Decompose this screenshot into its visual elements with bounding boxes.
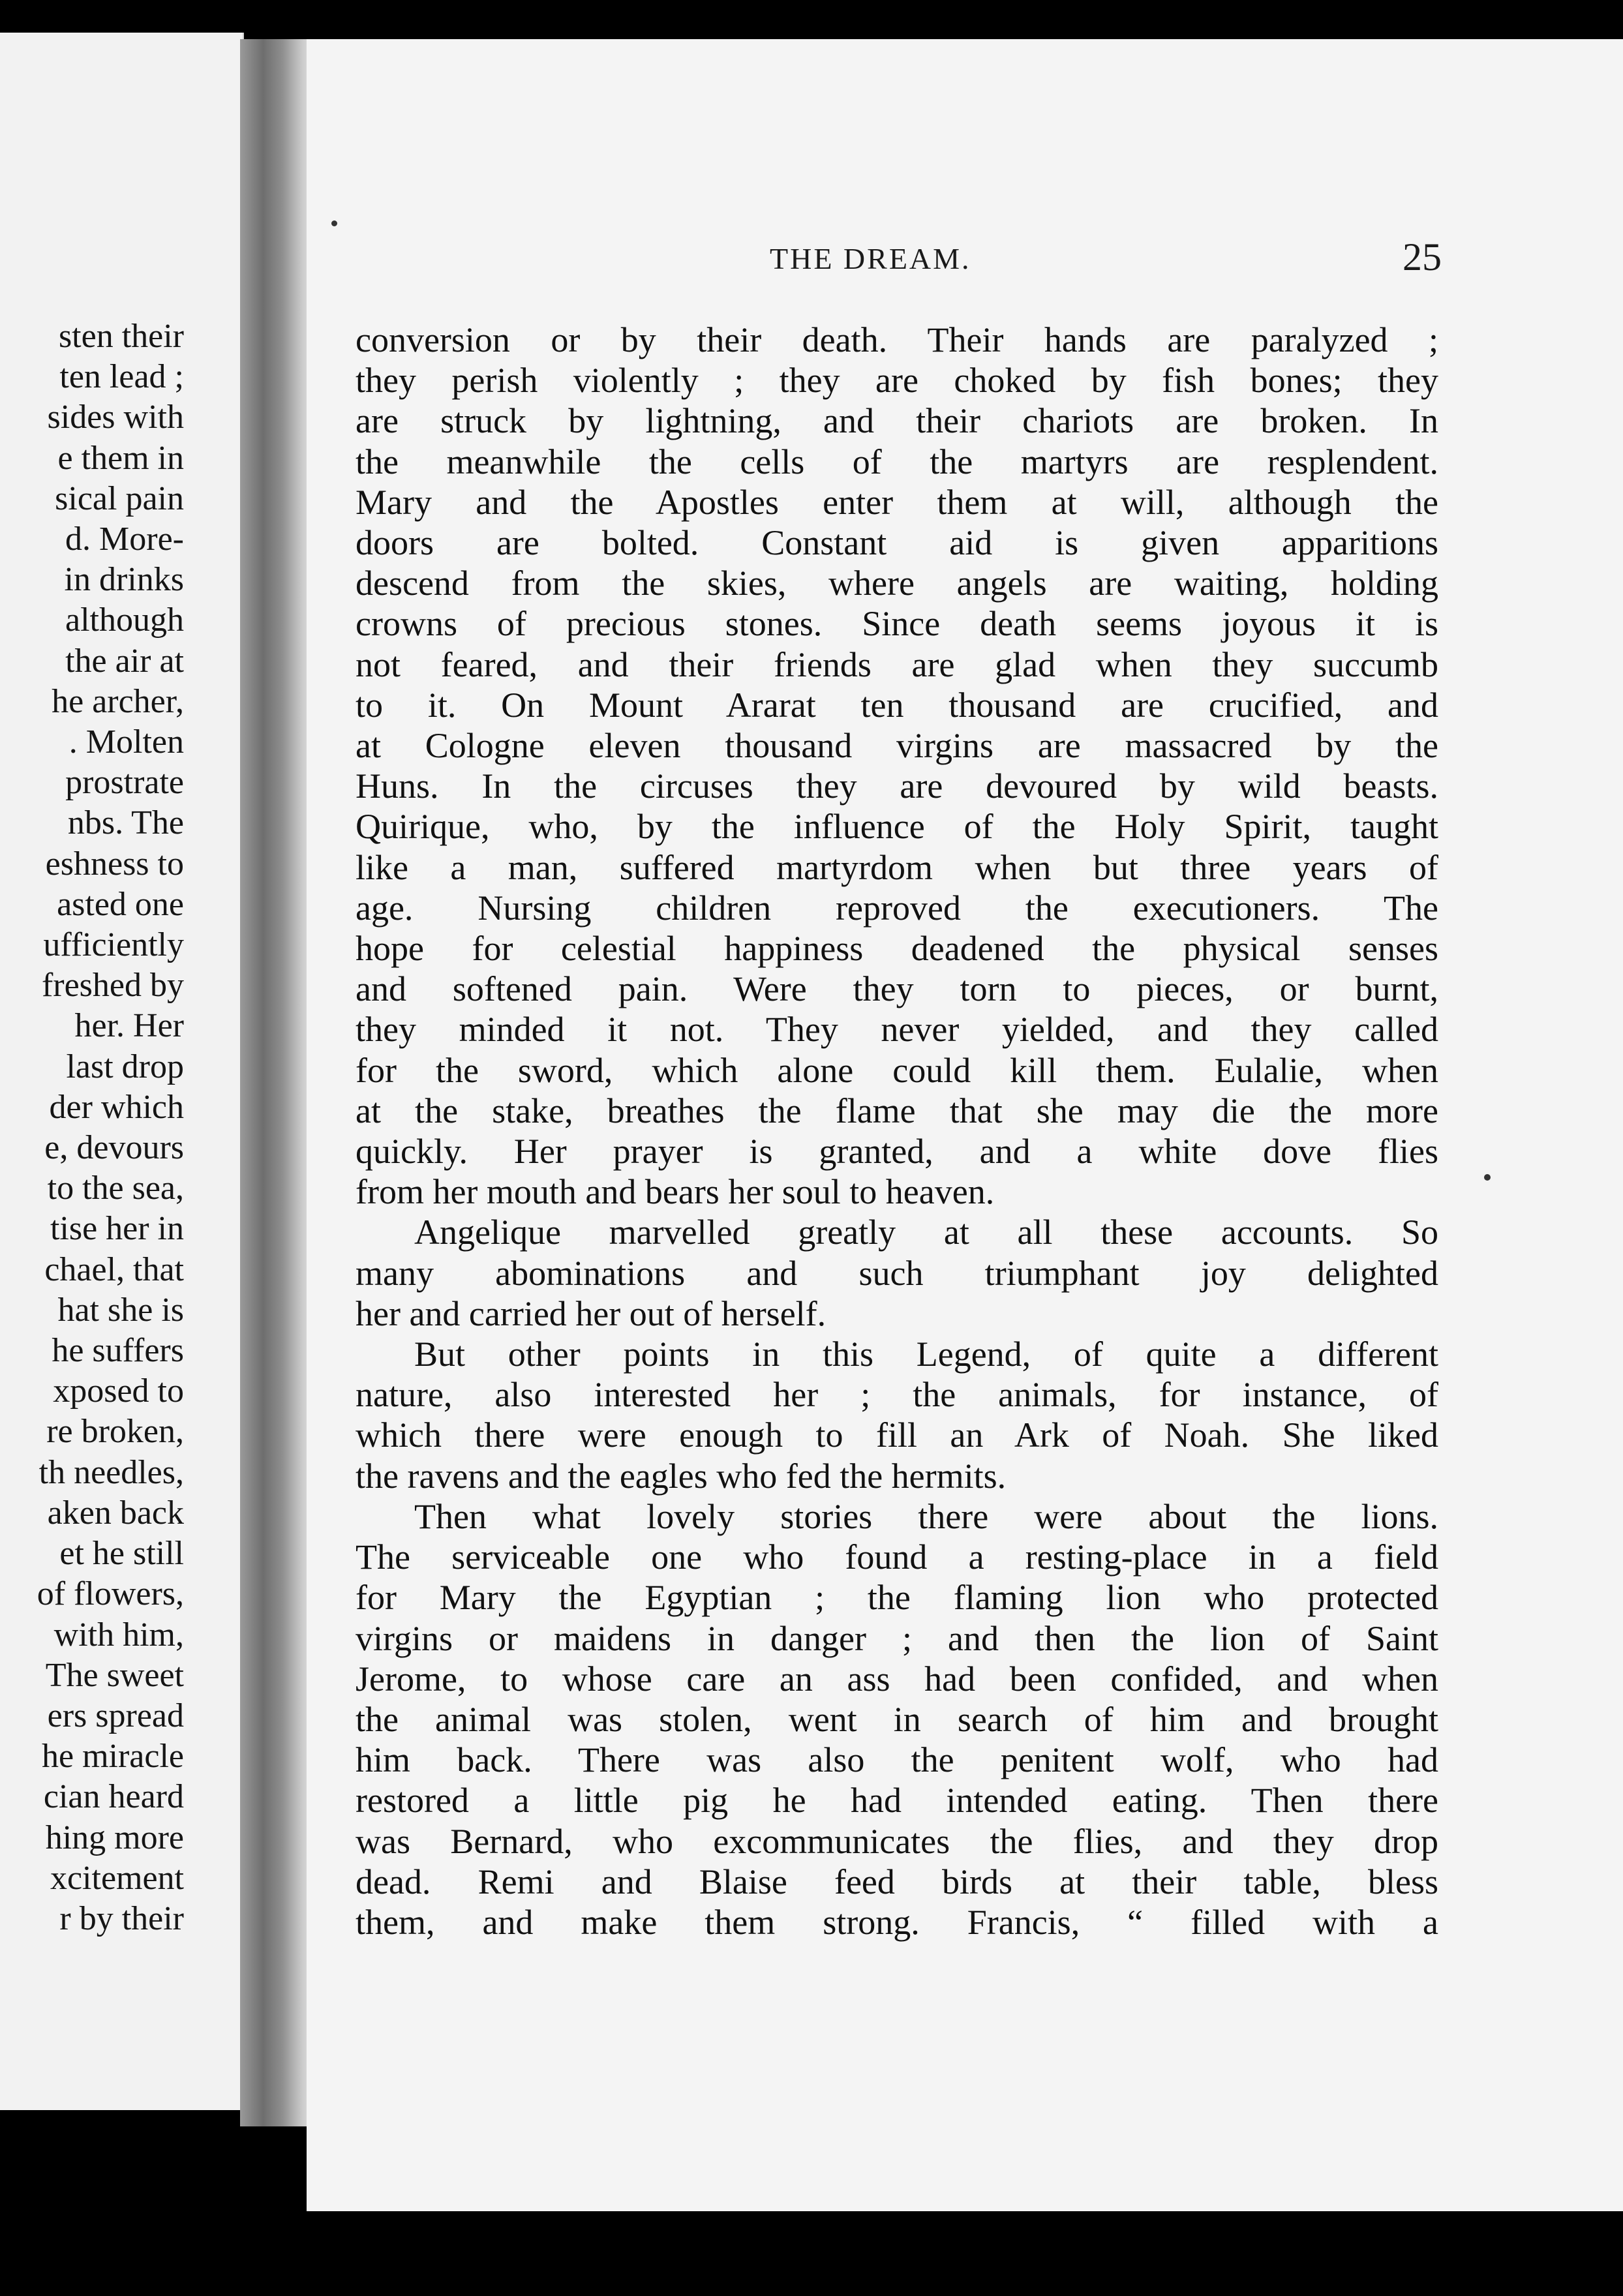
- text-line: nature, also interested her ; the animals, for instance, of: [356, 1375, 1438, 1415]
- left-page-line: last drop: [66, 1048, 184, 1085]
- left-page-line: tise her in: [50, 1210, 184, 1248]
- text-line: Huns. In the circuses they are devoured by wild beasts.: [356, 766, 1438, 806]
- left-page-line: sical pain: [55, 479, 184, 517]
- left-page-line: he archer,: [52, 682, 184, 720]
- text-line: conversion or by their death. Their hands are paralyzed ;: [356, 320, 1438, 359]
- page-header: [307, 235, 1442, 287]
- left-page-line: ers spread: [47, 1697, 184, 1734]
- text-line: them, and make them strong. Francis, “ filled with a: [356, 1902, 1438, 1942]
- running-head: THE DREAM.: [770, 242, 971, 275]
- text-line: virgins or maidens in danger ; and then the lion of Saint: [356, 1618, 1438, 1658]
- left-page-line: The sweet: [45, 1656, 184, 1694]
- text-line: age. Nursing children reproved the executioners. The: [356, 888, 1438, 928]
- text-line: for Mary the Egyptian ; the flaming lion who protected: [356, 1578, 1438, 1618]
- text-line: are struck by lightning, and their chariots are broken. In: [356, 401, 1438, 441]
- left-page-line: ufficiently: [43, 926, 184, 964]
- left-page-line: prostrate: [65, 764, 184, 802]
- left-page-line: . Molten: [68, 723, 184, 761]
- text-line: like a man, suffered martyrdom when but three years of: [356, 847, 1438, 887]
- text-line: the meanwhile the cells of the martyrs are resplendent.: [356, 442, 1438, 481]
- left-page-line: r by their: [59, 1899, 184, 1937]
- ink-speck: [331, 220, 337, 226]
- left-page-text: [37, 316, 184, 1939]
- left-page-line: hat she is: [57, 1291, 184, 1329]
- text-line: and softened pain. Were they torn to pieces, or burnt,: [356, 969, 1438, 1009]
- text-line: Jerome, to whose care an ass had been confided, and when: [356, 1659, 1438, 1699]
- left-page-line: re broken,: [46, 1413, 184, 1451]
- left-page-line: although: [65, 601, 184, 639]
- left-page-line: the air at: [65, 642, 184, 680]
- text-line: descend from the skies, where angels are waiting, holding: [356, 564, 1438, 603]
- left-page-line: d. More-: [65, 521, 184, 558]
- left-page-line: in drinks: [64, 561, 184, 599]
- left-page-line: asted one: [57, 885, 184, 923]
- text-line: quickly. Her prayer is granted, and a white dove flies: [356, 1132, 1438, 1171]
- text-line: many abominations and such triumphant joy delighted: [356, 1253, 1438, 1293]
- text-line: at the stake, breathes the flame that she may die the more: [356, 1091, 1438, 1130]
- text-line: the animal was stolen, went in search of him and brought: [356, 1699, 1438, 1739]
- left-page-line: with him,: [53, 1616, 184, 1654]
- ink-speck: [1484, 1174, 1491, 1181]
- text-line: crowns of precious stones. Since death seems joyous it is: [356, 604, 1438, 644]
- left-page-line: nbs. The: [67, 804, 184, 842]
- left-page-line: her. Her: [74, 1007, 184, 1045]
- text-line: hope for celestial happiness deadened the physical senses: [356, 929, 1438, 969]
- text-line: to it. On Mount Ararat ten thousand are crucified, and: [356, 685, 1438, 725]
- right-page: [307, 39, 1623, 2211]
- text-line: the ravens and the eagles who fed the hermits.: [356, 1456, 1007, 1496]
- left-page-line: sten their: [58, 318, 184, 355]
- text-line: at Cologne eleven thousand virgins are massacred by the: [356, 726, 1438, 766]
- text-line: him back. There was also the penitent wolf, who had: [356, 1740, 1438, 1780]
- book-gutter: [240, 39, 317, 2126]
- text-line: not feared, and their friends are glad when they succumb: [356, 644, 1438, 684]
- text-line: her and carried her out of herself.: [356, 1293, 827, 1333]
- body-text: [356, 320, 1438, 1942]
- left-page-line: ten lead ;: [59, 358, 184, 396]
- text-line: But other points in this Legend, of quite a different: [414, 1335, 1438, 1374]
- left-page-line: aken back: [47, 1494, 184, 1532]
- left-page-line: of flowers,: [37, 1575, 184, 1613]
- text-line: for the sword, which alone could kill them. Eulalie, when: [356, 1050, 1438, 1090]
- left-page-line: freshed by: [41, 967, 184, 1004]
- left-page-line: he miracle: [42, 1738, 184, 1775]
- left-page-line: hing more: [45, 1819, 184, 1856]
- text-line: Angelique marvelled greatly at all these accounts. So: [414, 1213, 1438, 1252]
- text-line: restored a little pig he had intended eating. Then there: [356, 1781, 1438, 1820]
- page-number: 25: [1403, 235, 1442, 279]
- left-page-line: he suffers: [52, 1332, 184, 1370]
- left-page-line: xposed to: [53, 1372, 184, 1410]
- left-facing-page: [0, 33, 244, 2110]
- text-line: was Bernard, who excommunicates the flies, and they drop: [356, 1821, 1438, 1861]
- text-line: Quirique, who, by the influence of the Holy Spirit, taught: [356, 807, 1438, 847]
- left-page-line: et he still: [59, 1535, 184, 1573]
- left-page-line: chael, that: [44, 1250, 184, 1288]
- left-page-line: to the sea,: [47, 1170, 184, 1207]
- text-line: from her mouth and bears her soul to heaven.: [356, 1172, 995, 1212]
- text-line: Then what lovely stories there were about the lions.: [414, 1496, 1438, 1536]
- text-line: dead. Remi and Blaise feed birds at their table, bless: [356, 1862, 1438, 1901]
- text-line: they minded it not. They never yielded, and they called: [356, 1010, 1438, 1050]
- left-page-line: sides with: [47, 399, 184, 436]
- text-line: doors are bolted. Constant aid is given apparitions: [356, 523, 1438, 563]
- left-page-line: e them in: [57, 439, 184, 477]
- text-line: which there were enough to fill an Ark of Noah. She liked: [356, 1415, 1438, 1455]
- left-page-line: eshness to: [45, 845, 184, 883]
- left-page-line: xcitement: [50, 1859, 184, 1897]
- text-line: The serviceable one who found a resting-place in a field: [356, 1537, 1438, 1577]
- left-page-line: e, devours: [44, 1129, 184, 1167]
- left-page-line: th needles,: [38, 1453, 184, 1491]
- text-line: they perish violently ; they are choked by fish bones; they: [356, 361, 1438, 400]
- text-line: Mary and the Apostles enter them at will, although the: [356, 482, 1438, 522]
- left-page-line: der which: [49, 1088, 184, 1126]
- left-page-line: cian heard: [43, 1778, 184, 1816]
